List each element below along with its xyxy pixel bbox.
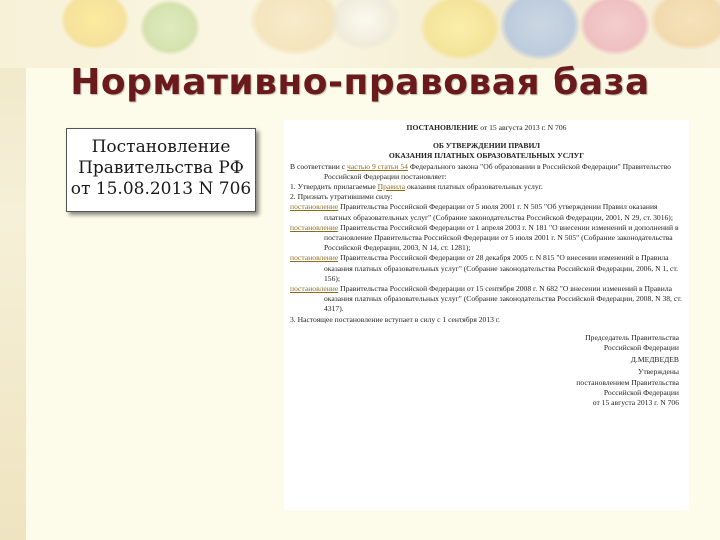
approval-line: Утверждены (637, 367, 679, 377)
flower-decoration (60, 0, 130, 50)
paragraph-text: Правительства Российской Федерации от 28 декабря 2005 г. N 815 "О внесении изменений в Правила оказания платных образовательных услуг" (Собрание законодательства Российской Федерации, 2006, N 1, ст. 156); (324, 253, 679, 283)
document-paragraph (290, 182, 683, 192)
document-header-date: от 15 августа 2013 г. N 706 (478, 123, 567, 132)
paragraph-text: Правительства Российской Федерации от 1 апреля 2003 г. N 181 "О внесении изменений и дополнений в постановление Правительства Российской Федерации от 5 июля 2001 г. N 505" (Собрание законодательства Российской Федерации, 2003, N 14, ст. 1281); (324, 222, 679, 253)
caption-box (66, 128, 256, 212)
document-excerpt (284, 120, 689, 510)
resolution-link[interactable]: постановление (290, 202, 339, 212)
flower-decoration (420, 0, 500, 60)
rules-link[interactable]: Правила (377, 182, 406, 192)
caption-line: Постановление (91, 137, 231, 157)
repealed-item (290, 284, 683, 315)
flower-decoration (250, 0, 340, 55)
caption-line: от 15.08.2013 N 706 (70, 179, 252, 199)
flower-decoration (650, 0, 720, 50)
flower-decoration (140, 0, 200, 55)
flower-decoration (500, 0, 580, 60)
paragraph-text: Правительства Российской Федерации от 5 июля 2001 г. N 505 "Об утверждении Правил оказания платных образовательных услуг" (Собрание законодательства Российской Федерации, 2001, N 29, ст. 3016); (324, 202, 673, 222)
caption-line: Правительства РФ (78, 158, 244, 178)
flower-decoration (580, 0, 650, 55)
approval-line: от 15 августа 2013 г. N 706 (592, 398, 679, 408)
paragraph-text: Федерального закона "Об образовании в Российской Федерации" Правительство Российской Федерации постановляет: (324, 161, 671, 181)
repealed-item (290, 223, 683, 254)
document-paragraph: 2. Признать утратившими силу: (290, 192, 393, 202)
decorative-flower-banner (0, 0, 720, 68)
signature-name: Д.МЕДВЕДЕВ (630, 355, 679, 365)
resolution-link[interactable]: постановление (290, 284, 339, 294)
document-paragraph (290, 162, 683, 182)
document-header-type: ПОСТАНОВЛЕНИЕ (406, 123, 479, 132)
paragraph-text: Правительства Российской Федерации от 15 сентября 2008 г. N 682 "О внесении изменений в Правила оказания платных образовательных услуг" (Собрание законодательства Российской Федерации, 2008, N 38, ст. 4317). (324, 284, 682, 314)
slide-title: Нормативно-правовая база (70, 62, 650, 103)
approval-line: постановлением Правительства (576, 377, 679, 387)
repealed-item (290, 253, 683, 284)
paragraph-text: оказания платных образовательных услуг. (405, 182, 543, 192)
document-heading: ОБ УТВЕРЖДЕНИИ ПРАВИЛ (432, 141, 541, 151)
resolution-link[interactable]: постановление (290, 253, 339, 263)
paragraph-text: 1. Утвердить прилагаемые (290, 182, 378, 192)
document-heading: ОКАЗАНИЯ ПЛАТНЫХ ОБРАЗОВАТЕЛЬНЫХ УСЛУГ (388, 151, 585, 161)
approval-line: Российской Федерации (603, 387, 679, 397)
signature-line: Российской Федерации (603, 343, 679, 353)
flower-decoration (330, 0, 400, 50)
law-article-link[interactable]: частью 9 статьи 54 (347, 161, 408, 171)
paragraph-text: В соответствии с (290, 161, 348, 171)
resolution-link[interactable]: постановление (290, 222, 339, 232)
repealed-item (290, 202, 683, 222)
document-paragraph: 3. Настоящее постановление вступает в силу с 1 сентября 2013 г. (290, 314, 500, 324)
signature-line: Председатель Правительства (585, 332, 679, 342)
document-header (290, 123, 683, 133)
